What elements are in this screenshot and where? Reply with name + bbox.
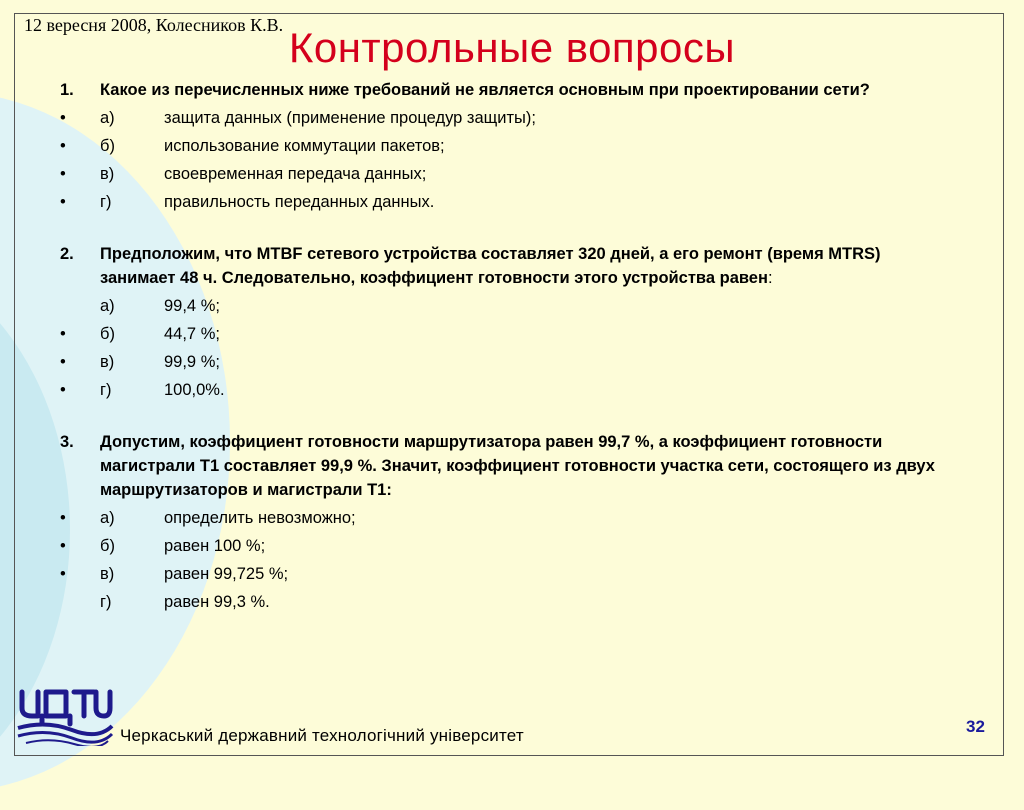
university-logo-icon: [16, 684, 114, 751]
question-1: [60, 78, 960, 102]
page-number: 32: [966, 717, 985, 736]
question-suffix: :: [767, 269, 773, 287]
option-text: правильность переданных данных.: [164, 193, 435, 211]
option-letter: б): [100, 325, 115, 343]
option-item: [60, 292, 960, 320]
option-text: равен 99,725 %;: [164, 565, 289, 583]
option-letter: б): [100, 137, 115, 155]
option-item: [60, 504, 960, 532]
option-item: [60, 560, 960, 588]
question-text: Допустим, коэффициент готовности маршрутизатора равен 99,7 %, а коэффициент готовности магистрали Т1 составляет 99,9 %. Значит, коэффициент готовности участка сети, состоящего из двух маршрутизаторов и магистрали Т1:: [100, 433, 935, 499]
option-letter: а): [100, 109, 115, 127]
option-text: 99,4 %;: [164, 297, 220, 315]
option-text: 44,7 %;: [164, 325, 220, 343]
slide-title: Контрольные вопросы: [288, 24, 736, 71]
bullet-icon: •: [60, 565, 66, 583]
questions-content: [60, 78, 960, 616]
option-text: использование коммутации пакетов;: [164, 137, 445, 155]
bullet-icon: •: [60, 325, 66, 343]
option-text: 100,0%.: [164, 381, 225, 399]
option-letter: б): [100, 537, 115, 555]
option-item: [60, 132, 960, 160]
option-text: определить невозможно;: [164, 509, 356, 527]
option-item: [60, 104, 960, 132]
question-2: [60, 242, 960, 290]
option-text: равен 100 %;: [164, 537, 266, 555]
bullet-icon: •: [60, 193, 66, 211]
question-number: 3.: [60, 433, 74, 451]
option-text: защита данных (применение процедур защиты);: [164, 109, 536, 127]
option-letter: а): [100, 297, 115, 315]
option-item: [60, 348, 960, 376]
bullet-icon: •: [60, 165, 66, 183]
option-item: [60, 532, 960, 560]
question-number: 2.: [60, 245, 74, 263]
option-item: [60, 160, 960, 188]
bullet-icon: •: [60, 509, 66, 527]
option-letter: г): [100, 193, 112, 211]
option-text: равен 99,3 %.: [164, 593, 270, 611]
option-letter: в): [100, 353, 115, 371]
bullet-icon: •: [60, 137, 66, 155]
option-letter: г): [100, 593, 112, 611]
question-number: 1.: [60, 81, 74, 99]
option-item: [60, 376, 960, 404]
option-item: [60, 188, 960, 216]
header-date-author: 12 вересня 2008, Колесников К.В.: [24, 15, 284, 35]
option-letter: г): [100, 381, 112, 399]
option-letter: в): [100, 165, 115, 183]
question-text: Какое из перечисленных ниже требований не является основным при проектировании сети?: [100, 81, 870, 99]
option-item: [60, 320, 960, 348]
option-letter: а): [100, 509, 115, 527]
option-text: своевременная передача данных;: [164, 165, 427, 183]
option-text: 99,9 %;: [164, 353, 220, 371]
footer-university-name: Черкаський державний технологічний університет: [120, 726, 524, 745]
option-item: [60, 588, 960, 616]
option-letter: в): [100, 565, 115, 583]
question-3: [60, 430, 960, 502]
bullet-icon: •: [60, 109, 66, 127]
question-text: Предположим, что MTBF сетевого устройства составляет 320 дней, а его ремонт (время MTRS) занимает 48 ч. Следовательно, коэффициент готовности этого устройства равен: [100, 245, 881, 287]
bullet-icon: •: [60, 537, 66, 555]
bullet-icon: •: [60, 381, 66, 399]
bullet-icon: •: [60, 353, 66, 371]
